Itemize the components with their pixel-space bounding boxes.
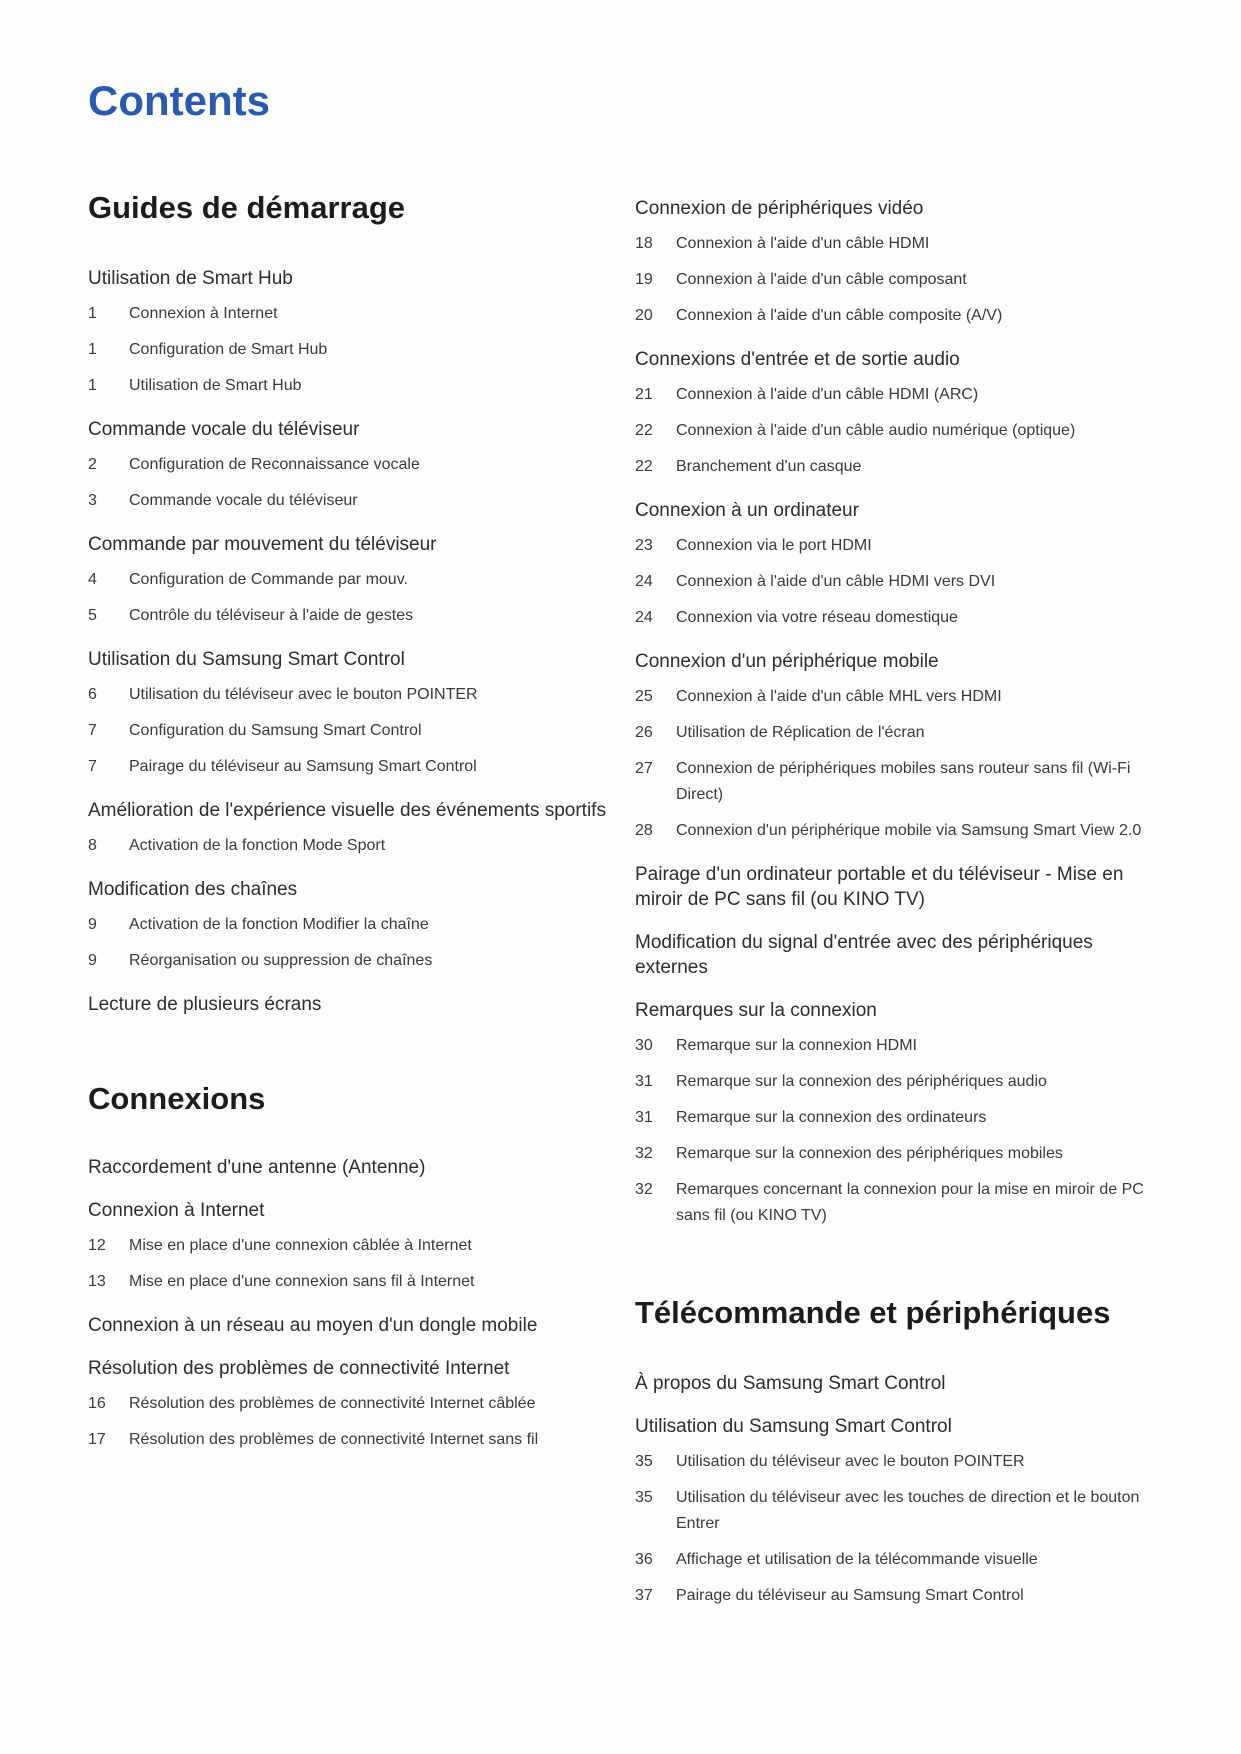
toc-entry[interactable] [635,1105,1170,1131]
toc-section [88,532,608,629]
toc-entry[interactable] [635,1033,1170,1059]
toc-entry[interactable] [635,756,1170,808]
toc-entry[interactable] [635,1141,1170,1167]
toc-entry[interactable] [635,303,1170,329]
entry-title: Configuration de Smart Hub [129,341,328,358]
entry-title: Configuration de Commande par mouv. [129,571,408,588]
toc-entry[interactable] [635,533,1170,559]
entry-title: Utilisation du téléviseur avec le bouton POINTER [676,1453,1025,1470]
entry-title: Utilisation du téléviseur avec les touches de direction et le bouton Entrer [676,1489,1140,1532]
section-title-link[interactable]: Résolution des problèmes de connectivité Internet [88,1358,510,1379]
toc-entry[interactable] [88,1427,608,1453]
toc-entry[interactable] [635,454,1170,480]
entry-title: Utilisation de Réplication de l'écran [676,724,925,741]
toc-entry[interactable] [88,1233,608,1259]
entry-title: Connexion à l'aide d'un câble HDMI (ARC) [676,386,979,403]
toc-section [635,196,1170,329]
entry-page-number: 13 [88,1273,106,1290]
toc-left-column [88,188,608,1471]
section-title-link[interactable]: Raccordement d'une antenne (Antenne) [88,1157,426,1178]
entry-page-number: 4 [88,571,97,588]
toc-section [635,998,1170,1229]
entry-title: Connexion à l'aide d'un câble composite (A/V) [676,307,1003,324]
entry-page-number: 36 [635,1551,653,1568]
toc-entry[interactable] [635,1485,1170,1537]
section-title-link[interactable]: Pairage d'un ordinateur portable et du téléviseur - Mise en miroir de PC sans fil (ou KINO TV) [635,864,1124,910]
entry-title: Mise en place d'une connexion câblée à Internet [129,1237,472,1254]
section-title-link[interactable]: Utilisation du Samsung Smart Control [88,649,405,670]
entry-page-number: 24 [635,609,653,626]
toc-section [635,1371,1170,1396]
toc-entry[interactable] [88,452,608,478]
entry-page-number: 1 [88,305,97,322]
toc-section [88,992,608,1017]
toc-entry[interactable] [88,301,608,327]
toc-section [635,347,1170,480]
toc-entry[interactable] [635,231,1170,257]
entry-page-number: 27 [635,760,653,777]
toc-entry[interactable] [88,567,608,593]
toc-right-column [635,196,1170,1627]
entry-title: Connexion à l'aide d'un câble HDMI [676,235,930,252]
entry-title: Remarque sur la connexion des périphériques mobiles [676,1145,1063,1162]
toc-entry[interactable] [635,605,1170,631]
entry-title: Remarque sur la connexion des ordinateurs [676,1109,987,1126]
entry-page-number: 31 [635,1073,653,1090]
toc-entry[interactable] [88,833,608,859]
entry-title: Pairage du téléviseur au Samsung Smart Control [676,1587,1024,1604]
entry-title: Connexion d'un périphérique mobile via Samsung Smart View 2.0 [676,822,1142,839]
toc-section [88,647,608,780]
toc-entry[interactable] [635,684,1170,710]
entry-title: Réorganisation ou suppression de chaînes [129,952,433,969]
chapter-title: Télécommande et périphériques [635,1295,1111,1330]
toc-entry[interactable] [88,948,608,974]
toc-entry[interactable] [88,754,608,780]
toc-section [88,266,608,399]
entry-page-number: 35 [635,1489,653,1506]
entry-title: Connexion via le port HDMI [676,537,872,554]
entry-page-number: 6 [88,686,97,703]
entry-page-number: 19 [635,271,653,288]
toc-entry[interactable] [635,720,1170,746]
entry-page-number: 22 [635,458,653,475]
page-title: Contents [88,77,270,124]
toc-entry[interactable] [88,603,608,629]
entry-title: Configuration de Reconnaissance vocale [129,456,420,473]
entry-page-number: 18 [635,235,653,252]
entry-title: Résolution des problèmes de connectivité Internet câblée [129,1395,536,1412]
toc-entry[interactable] [635,1583,1170,1609]
entry-title: Connexion via votre réseau domestique [676,609,958,626]
entry-page-number: 30 [635,1037,653,1054]
toc-section [635,498,1170,631]
entry-page-number: 17 [88,1431,106,1448]
toc-entry[interactable] [635,818,1170,844]
toc-entry[interactable] [88,1269,608,1295]
toc-entry[interactable] [635,1069,1170,1095]
toc-section [88,877,608,974]
chapter-title: Guides de démarrage [88,190,406,225]
section-title-link[interactable]: Connexion à un ordinateur [635,500,859,521]
entry-page-number: 7 [88,722,97,739]
toc-section [88,798,608,859]
toc-entry[interactable] [635,1177,1170,1229]
entry-page-number: 32 [635,1181,653,1198]
entry-page-number: 25 [635,688,653,705]
toc-entry[interactable] [88,337,608,363]
toc-section [88,1313,608,1338]
toc-entry[interactable] [635,267,1170,293]
entry-page-number: 20 [635,307,653,324]
entry-page-number: 9 [88,916,97,933]
section-title-link[interactable]: Modification du signal d'entrée avec des périphériques externes [635,932,1093,978]
entry-page-number: 35 [635,1453,653,1470]
toc-section [88,1155,608,1180]
toc-entry[interactable] [88,682,608,708]
entry-title: Résolution des problèmes de connectivité Internet sans fil [129,1431,539,1448]
toc-section [88,417,608,514]
entry-page-number: 1 [88,341,97,358]
entry-title: Activation de la fonction Modifier la chaîne [129,916,429,933]
entry-page-number: 8 [88,837,97,854]
entry-title: Connexion de périphériques mobiles sans routeur sans fil (Wi-Fi Direct) [676,760,1131,803]
toc-entry[interactable] [88,488,608,514]
section-title-link[interactable]: Utilisation de Smart Hub [88,268,293,289]
entry-page-number: 2 [88,456,97,473]
entry-title: Affichage et utilisation de la télécommande visuelle [676,1551,1038,1568]
entry-page-number: 28 [635,822,653,839]
entry-page-number: 9 [88,952,97,969]
entry-title: Utilisation de Smart Hub [129,377,302,394]
toc-section [635,649,1170,844]
entry-page-number: 12 [88,1237,106,1254]
entry-page-number: 21 [635,386,653,403]
entry-page-number: 32 [635,1145,653,1162]
section-title-link[interactable]: Commande vocale du téléviseur [88,419,360,440]
entry-title: Remarques concernant la connexion pour la mise en miroir de PC sans fil (ou KINO TV) [676,1181,1144,1224]
entry-page-number: 16 [88,1395,106,1412]
entry-page-number: 22 [635,422,653,439]
section-title-link[interactable]: Commande par mouvement du téléviseur [88,534,437,555]
entry-page-number: 1 [88,377,97,394]
entry-title: Commande vocale du téléviseur [129,492,358,509]
section-title-link[interactable]: Connexion à Internet [88,1200,265,1221]
toc-section [635,930,1170,980]
entry-title: Utilisation du téléviseur avec le bouton POINTER [129,686,478,703]
entry-title: Connexion à l'aide d'un câble HDMI vers DVI [676,573,996,590]
entry-title: Configuration du Samsung Smart Control [129,722,422,739]
entry-title: Connexion à l'aide d'un câble MHL vers HDMI [676,688,1002,705]
toc-entry[interactable] [88,912,608,938]
toc-entry[interactable] [635,1547,1170,1573]
entry-title: Activation de la fonction Mode Sport [129,837,386,854]
toc-entry[interactable] [88,373,608,399]
entry-page-number: 3 [88,492,97,509]
entry-page-number: 23 [635,537,653,554]
entry-page-number: 26 [635,724,653,741]
entry-page-number: 5 [88,607,97,624]
entry-title: Connexion à l'aide d'un câble audio numérique (optique) [676,422,1076,439]
entry-title: Pairage du téléviseur au Samsung Smart Control [129,758,477,775]
toc-section [88,1198,608,1295]
toc-section [635,862,1170,912]
section-title-link[interactable]: Amélioration de l'expérience visuelle des événements sportifs [88,800,606,821]
toc-section [635,1414,1170,1609]
entry-title: Connexion à Internet [129,305,278,322]
section-title-link[interactable]: Connexion à un réseau au moyen d'un dongle mobile [88,1315,538,1336]
toc-entry[interactable] [88,718,608,744]
toc-entry[interactable] [635,418,1170,444]
entry-title: Remarque sur la connexion HDMI [676,1037,917,1054]
section-title-link[interactable]: Lecture de plusieurs écrans [88,994,322,1015]
toc-entry[interactable] [635,1449,1170,1475]
toc-entry[interactable] [635,569,1170,595]
entry-page-number: 7 [88,758,97,775]
toc-section [88,1356,608,1453]
section-title-link[interactable]: Connexions d'entrée et de sortie audio [635,349,960,370]
entry-title: Mise en place d'une connexion sans fil à Internet [129,1273,475,1290]
entry-page-number: 37 [635,1587,653,1604]
entry-title: Branchement d'un casque [676,458,862,475]
chapter-title: Connexions [88,1081,266,1116]
entry-page-number: 24 [635,573,653,590]
section-title-link[interactable]: Remarques sur la connexion [635,1000,877,1021]
section-title-link[interactable]: À propos du Samsung Smart Control [635,1373,946,1394]
section-title-link[interactable]: Modification des chaînes [88,879,298,900]
entry-page-number: 31 [635,1109,653,1126]
section-title-link[interactable]: Connexion de périphériques vidéo [635,198,924,219]
toc-entry[interactable] [635,382,1170,408]
entry-title: Contrôle du téléviseur à l'aide de gestes [129,607,414,624]
section-title-link[interactable]: Connexion d'un périphérique mobile [635,651,939,672]
toc-entry[interactable] [88,1391,608,1417]
entry-title: Remarque sur la connexion des périphériques audio [676,1073,1047,1090]
entry-title: Connexion à l'aide d'un câble composant [676,271,967,288]
section-title-link[interactable]: Utilisation du Samsung Smart Control [635,1416,952,1437]
